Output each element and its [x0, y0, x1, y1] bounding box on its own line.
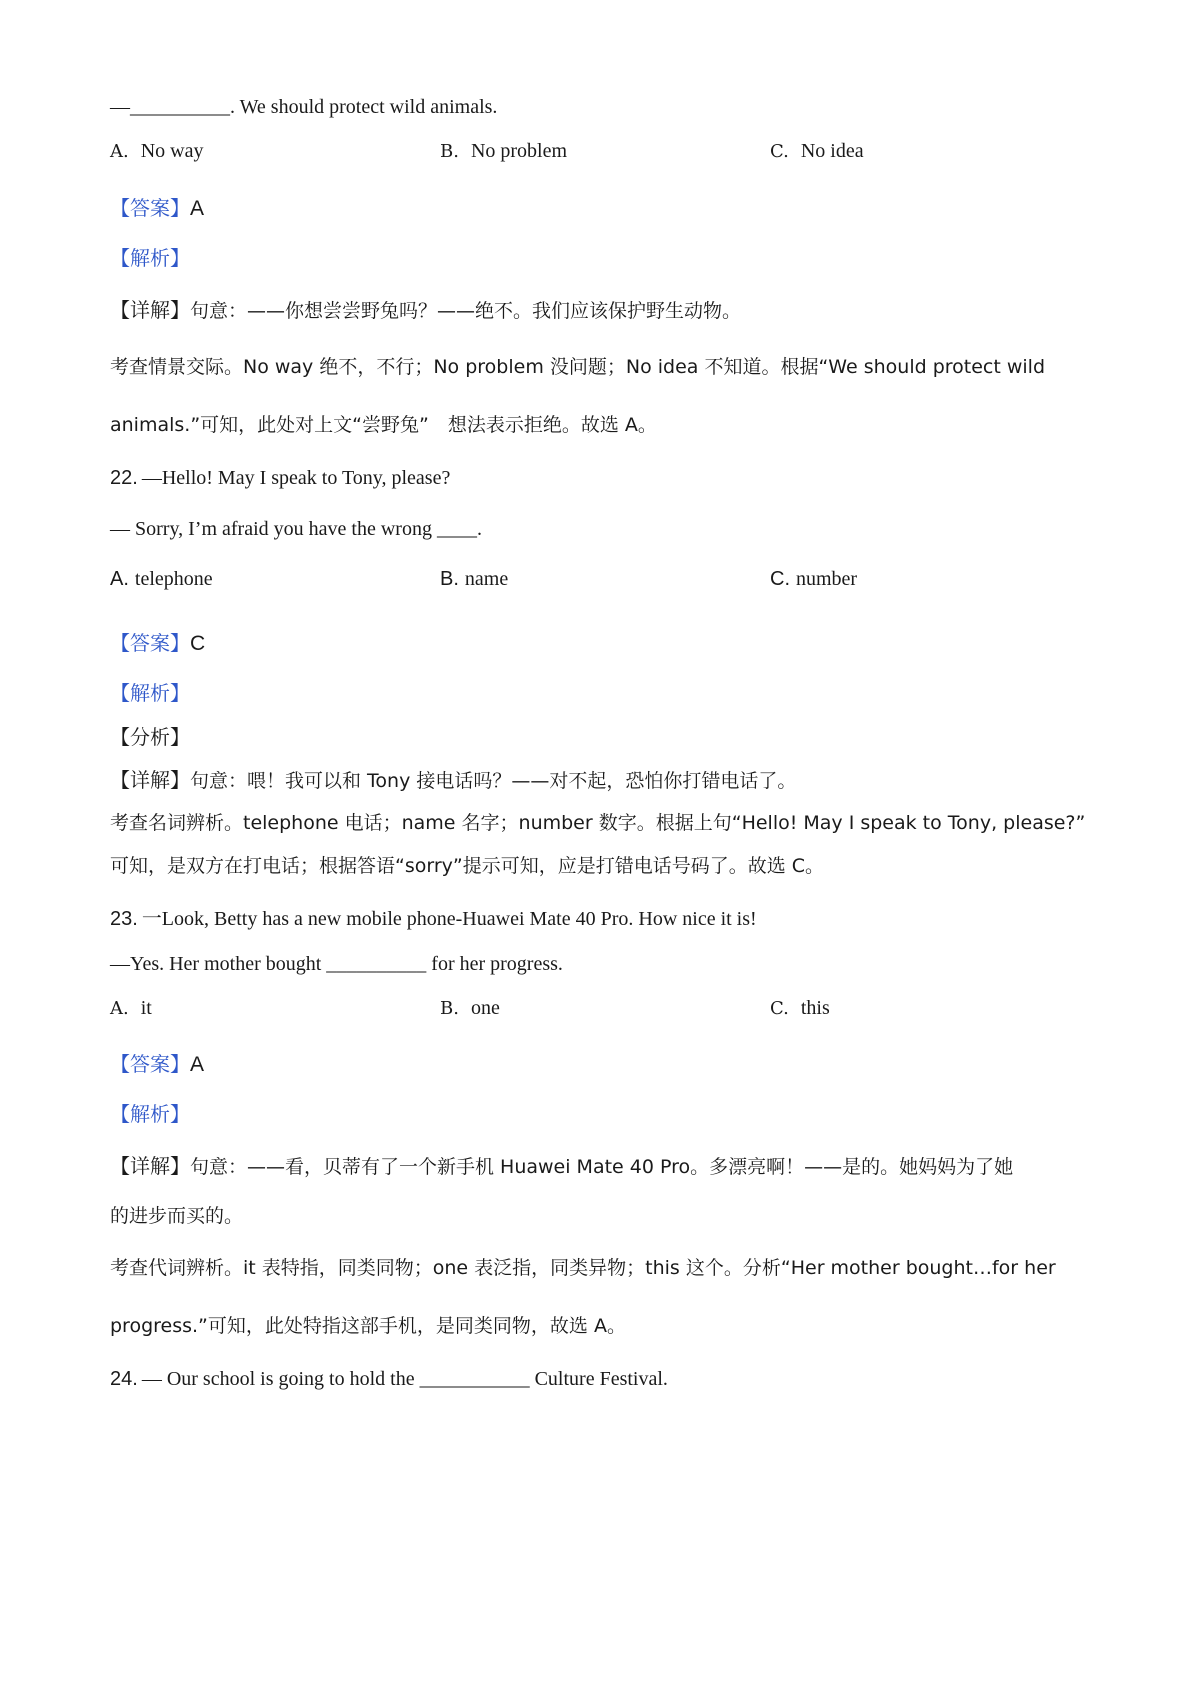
- q21-option-b: B. No problem: [440, 140, 568, 162]
- q23-option-b: B. one: [440, 997, 500, 1019]
- q21-explain-line1: 考查情景交际。No way 绝不，不行；No problem 没问题；No idea 不知道。根据“We should protect wild: [110, 356, 1046, 378]
- q22-option-c: C. number: [770, 568, 858, 590]
- q23-detail-line2: 的进步而买的。: [110, 1205, 244, 1227]
- q22-option-a: A. telephone: [110, 568, 213, 590]
- q22-explain-line1: 考查名词辨析。telephone 电话；name 名字；number 数字。根据上句“Hello! May I speak to Tony, please?”: [110, 812, 1086, 834]
- q21-explain-line2: animals.”可知，此处对上文“尝野兔” 想法表示拒绝。故选 A。: [110, 414, 657, 436]
- q22-stem: 22. —Hello! May I speak to Tony, please?: [110, 467, 451, 489]
- q21-stem: —__________. We should protect wild animals.: [110, 96, 498, 118]
- q21-answer: 【答案】A: [110, 196, 205, 220]
- q23-analysis-label: 【解析】: [110, 1102, 190, 1126]
- q23-answer: 【答案】A: [110, 1052, 205, 1076]
- q23-option-a: A. it: [110, 997, 152, 1019]
- q22-stem2: — Sorry, I’m afraid you have the wrong ____.: [110, 518, 482, 540]
- q23-option-c: C. this: [770, 997, 830, 1019]
- q21-analysis-label: 【解析】: [110, 246, 190, 270]
- q22-answer: 【答案】C: [110, 631, 206, 655]
- q23-explain-line2: progress.”可知，此处特指这部手机，是同类同物，故选 A。: [110, 1315, 626, 1337]
- q23-explain-line1: 考查代词辨析。it 表特指，同类同物；one 表泛指，同类异物；this 这个。分析“Her mother bought…for her: [110, 1257, 1056, 1279]
- q23-stem2: —Yes. Her mother bought __________ for her progress.: [110, 953, 563, 975]
- q23-detail-line1: 【详解】句意：——看，贝蒂有了一个新手机 Huawei Mate 40 Pro。多漂亮啊！——是的。她妈妈为了她: [110, 1154, 1014, 1178]
- q22-analysis-label: 【解析】: [110, 681, 190, 705]
- q21-option-c: C. No idea: [770, 140, 864, 162]
- q22-option-b: B. name: [440, 568, 509, 590]
- q22-fenxi-label: 【分析】: [110, 725, 190, 749]
- q23-stem: 23. 一Look, Betty has a new mobile phone-Huawei Mate 40 Pro. How nice it is!: [110, 908, 757, 930]
- q21-option-a: A. No way: [110, 140, 204, 162]
- q22-explain-line2: 可知，是双方在打电话；根据答语“sorry”提示可知，应是打错电话号码了。故选 C。: [110, 855, 825, 877]
- q21-detail: 【详解】句意：——你想尝尝野兔吗？——绝不。我们应该保护野生动物。: [110, 298, 742, 322]
- q22-detail: 【详解】句意：喂！我可以和 Tony 接电话吗？——对不起，恐怕你打错电话了。: [110, 768, 797, 792]
- q24-stem: 24. — Our school is going to hold the ___________ Culture Festival.: [110, 1368, 668, 1390]
